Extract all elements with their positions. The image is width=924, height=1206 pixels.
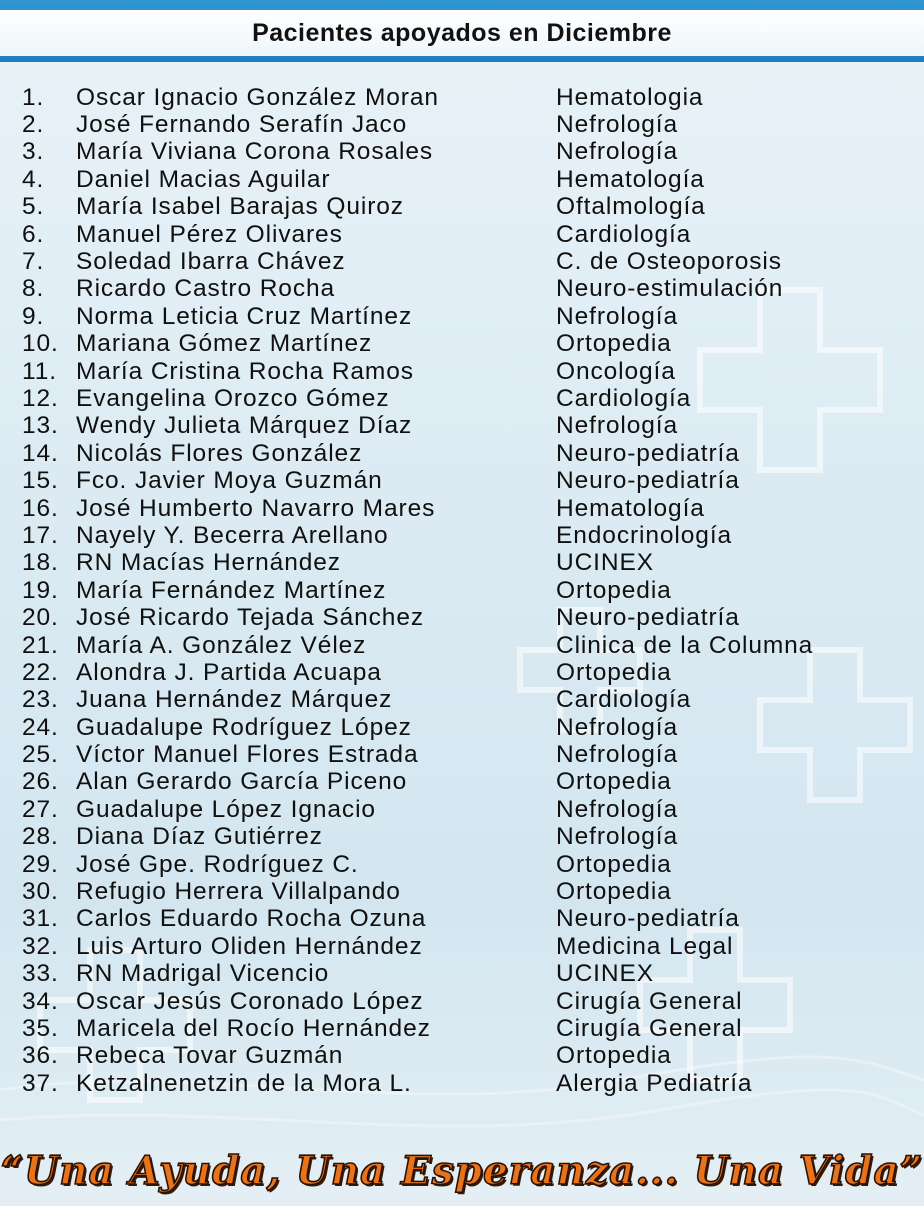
patient-name: Norma Leticia Cruz Martínez	[76, 302, 413, 330]
patient-specialty: Nefrología	[556, 302, 679, 330]
patient-row	[22, 413, 912, 440]
patient-specialty: Neuro-pediatría	[556, 467, 740, 495]
patient-row	[22, 84, 912, 111]
patient-name: Alondra J. Partida Acuapa	[76, 658, 382, 686]
patient-row	[22, 878, 912, 905]
patient-specialty: Endocrinología	[556, 521, 733, 549]
patient-number: 21.	[22, 631, 59, 659]
patient-row	[22, 467, 912, 494]
patient-number: 35.	[22, 1014, 59, 1042]
patient-specialty: Ortopedia	[556, 850, 672, 878]
patient-specialty: Nefrología	[556, 741, 679, 769]
patient-number: 28.	[22, 823, 59, 851]
patient-number: 4.	[22, 165, 45, 193]
title-banner	[0, 0, 924, 62]
patient-number: 37.	[22, 1069, 59, 1097]
patient-number: 6.	[22, 220, 45, 248]
patient-number: 22.	[22, 658, 59, 686]
patient-name: Nicolás Flores González	[76, 439, 363, 467]
patient-row	[22, 385, 912, 412]
patient-number: 1.	[22, 83, 45, 111]
patient-number: 12.	[22, 385, 59, 412]
patient-specialty: Oftalmología	[556, 193, 706, 221]
patient-name: RN Madrigal Vicencio	[76, 960, 330, 988]
patient-specialty: Hematología	[556, 165, 705, 193]
patient-name: Oscar Ignacio González Moran	[76, 83, 439, 111]
patient-row	[22, 1070, 912, 1097]
patient-name: Daniel Macias Aguilar	[76, 165, 331, 193]
patient-row	[22, 166, 912, 193]
patient-number: 31.	[22, 905, 59, 933]
patient-specialty: Clinica de la Columna	[556, 631, 814, 659]
patient-number: 10.	[22, 330, 59, 358]
patient-row	[22, 659, 912, 686]
patient-name: Nayely Y. Becerra Arellano	[76, 521, 389, 549]
patient-row	[22, 111, 912, 138]
patient-specialty: C. de Osteoporosis	[556, 248, 782, 276]
patient-name: Fco. Javier Moya Guzmán	[76, 467, 383, 495]
patient-number: 14.	[22, 439, 59, 467]
patient-name: Rebeca Tovar Guzmán	[76, 1042, 344, 1070]
patient-specialty: Nefrología	[556, 795, 679, 823]
patient-row	[22, 550, 912, 577]
patient-name: María Viviana Corona Rosales	[76, 138, 434, 166]
patient-specialty: Hematologia	[556, 83, 704, 111]
patient-specialty: Hematología	[556, 494, 705, 522]
patient-name: José Humberto Navarro Mares	[76, 494, 436, 522]
patient-number: 25.	[22, 741, 59, 769]
patient-number: 29.	[22, 850, 59, 878]
patient-name: Víctor Manuel Flores Estrada	[76, 741, 419, 769]
patient-name: Guadalupe Rodríguez López	[76, 713, 412, 741]
patient-row	[22, 851, 912, 878]
patient-specialty: Oncología	[556, 357, 676, 385]
patient-number: 33.	[22, 960, 59, 988]
patient-specialty: Neuro-pediatría	[556, 439, 740, 467]
patient-specialty: Ortopedia	[556, 658, 672, 686]
patient-row	[22, 194, 912, 221]
patient-number: 15.	[22, 467, 59, 495]
patient-row	[22, 276, 912, 303]
patient-row	[22, 769, 912, 796]
patient-number: 13.	[22, 412, 59, 440]
patient-number: 3.	[22, 138, 45, 166]
patient-row	[22, 604, 912, 631]
patient-specialty: Medicina Legal	[556, 932, 734, 960]
patient-specialty: Cirugía General	[556, 987, 743, 1015]
patient-number: 9.	[22, 302, 45, 330]
patient-number: 26.	[22, 768, 59, 796]
patient-row	[22, 221, 912, 248]
patient-specialty: Cardiología	[556, 220, 692, 248]
patient-name: José Ricardo Tejada Sánchez	[76, 604, 424, 632]
patient-row	[22, 248, 912, 275]
patient-number: 23.	[22, 686, 59, 714]
patient-row	[22, 522, 912, 549]
title-banner-inner	[0, 10, 924, 56]
patient-specialty: Cardiología	[556, 686, 692, 714]
patient-name: José Gpe. Rodríguez C.	[76, 850, 359, 878]
patient-name: Evangelina Orozco Gómez	[76, 385, 390, 412]
patient-row	[22, 714, 912, 741]
patient-name: Carlos Eduardo Rocha Ozuna	[76, 905, 427, 933]
patient-row	[22, 440, 912, 467]
patient-specialty: Ortopedia	[556, 576, 672, 604]
patient-name: Juana Hernández Márquez	[76, 686, 393, 714]
patient-name: Manuel Pérez Olivares	[76, 220, 343, 248]
patient-name: Ricardo Castro Rocha	[76, 275, 336, 303]
patient-name: María A. González Vélez	[76, 631, 367, 659]
patient-row	[22, 358, 912, 385]
patient-name: Ketzalnenetzin de la Mora L.	[76, 1069, 412, 1097]
patient-specialty: Ortopedia	[556, 330, 672, 358]
patient-number: 5.	[22, 193, 45, 221]
patient-number: 24.	[22, 713, 59, 741]
patient-name: Soledad Ibarra Chávez	[76, 248, 346, 276]
patient-specialty: Ortopedia	[556, 768, 672, 796]
patient-number: 7.	[22, 248, 45, 276]
patient-row	[22, 1015, 912, 1042]
patient-number: 32.	[22, 932, 59, 960]
patient-number: 8.	[22, 275, 45, 303]
patient-row	[22, 741, 912, 768]
patient-name: Luis Arturo Oliden Hernández	[76, 932, 423, 960]
patient-number: 17.	[22, 521, 59, 549]
patient-row	[22, 988, 912, 1015]
patient-row	[22, 824, 912, 851]
patient-name: Wendy Julieta Márquez Díaz	[76, 412, 413, 440]
patient-row	[22, 577, 912, 604]
patient-name: Alan Gerardo García Piceno	[76, 768, 408, 796]
patient-row	[22, 933, 912, 960]
patient-name: RN Macías Hernández	[76, 549, 341, 577]
patient-row	[22, 303, 912, 330]
patient-name: Guadalupe López Ignacio	[76, 795, 376, 823]
patient-specialty: Nefrología	[556, 412, 679, 440]
page-title: Pacientes apoyados en Diciembre	[252, 18, 672, 47]
patient-number: 2.	[22, 111, 45, 139]
patient-number: 30.	[22, 878, 59, 906]
patient-number: 27.	[22, 795, 59, 823]
patient-specialty: Alergia Pediatría	[556, 1069, 753, 1097]
patient-specialty: UCINEX	[556, 549, 654, 577]
patient-number: 36.	[22, 1042, 59, 1070]
patient-row	[22, 331, 912, 358]
patient-specialty: Nefrología	[556, 111, 679, 139]
patient-number: 34.	[22, 987, 59, 1015]
patient-specialty: Nefrología	[556, 713, 679, 741]
patient-specialty: Neuro-pediatría	[556, 905, 740, 933]
patient-name: Diana Díaz Gutiérrez	[76, 823, 323, 851]
patient-specialty: Cirugía General	[556, 1014, 743, 1042]
patient-name: Refugio Herrera Villalpando	[76, 878, 401, 906]
patient-specialty: Neuro-estimulación	[556, 275, 784, 303]
patient-row	[22, 687, 912, 714]
patient-number: 20.	[22, 604, 59, 632]
patient-row	[22, 1043, 912, 1070]
patient-specialty: Ortopedia	[556, 878, 672, 906]
patient-name: Mariana Gómez Martínez	[76, 330, 373, 358]
patient-name: María Isabel Barajas Quiroz	[76, 193, 404, 221]
patient-name: María Cristina Rocha Ramos	[76, 357, 414, 385]
patient-number: 19.	[22, 576, 59, 604]
patient-number: 11.	[22, 357, 57, 385]
patient-row	[22, 906, 912, 933]
patient-specialty: Nefrología	[556, 823, 679, 851]
patient-specialty: Ortopedia	[556, 1042, 672, 1070]
patient-specialty: UCINEX	[556, 960, 654, 988]
patient-name: José Fernando Serafín Jaco	[76, 111, 408, 139]
patient-specialty: Nefrología	[556, 138, 679, 166]
patient-row	[22, 139, 912, 166]
patient-name: María Fernández Martínez	[76, 576, 387, 604]
patient-row	[22, 495, 912, 522]
patient-name: Maricela del Rocío Hernández	[76, 1014, 431, 1042]
patient-list	[22, 84, 912, 1097]
patient-number: 16.	[22, 494, 59, 522]
patient-row	[22, 796, 912, 823]
patient-row	[22, 632, 912, 659]
slogan: “Una Ayuda, Una Esperanza... Una Vida”	[0, 1148, 924, 1194]
patient-name: Oscar Jesús Coronado López	[76, 987, 424, 1015]
patient-specialty: Cardiología	[556, 385, 692, 412]
patient-specialty: Neuro-pediatría	[556, 604, 740, 632]
patient-row	[22, 961, 912, 988]
patient-number: 18.	[22, 549, 59, 577]
